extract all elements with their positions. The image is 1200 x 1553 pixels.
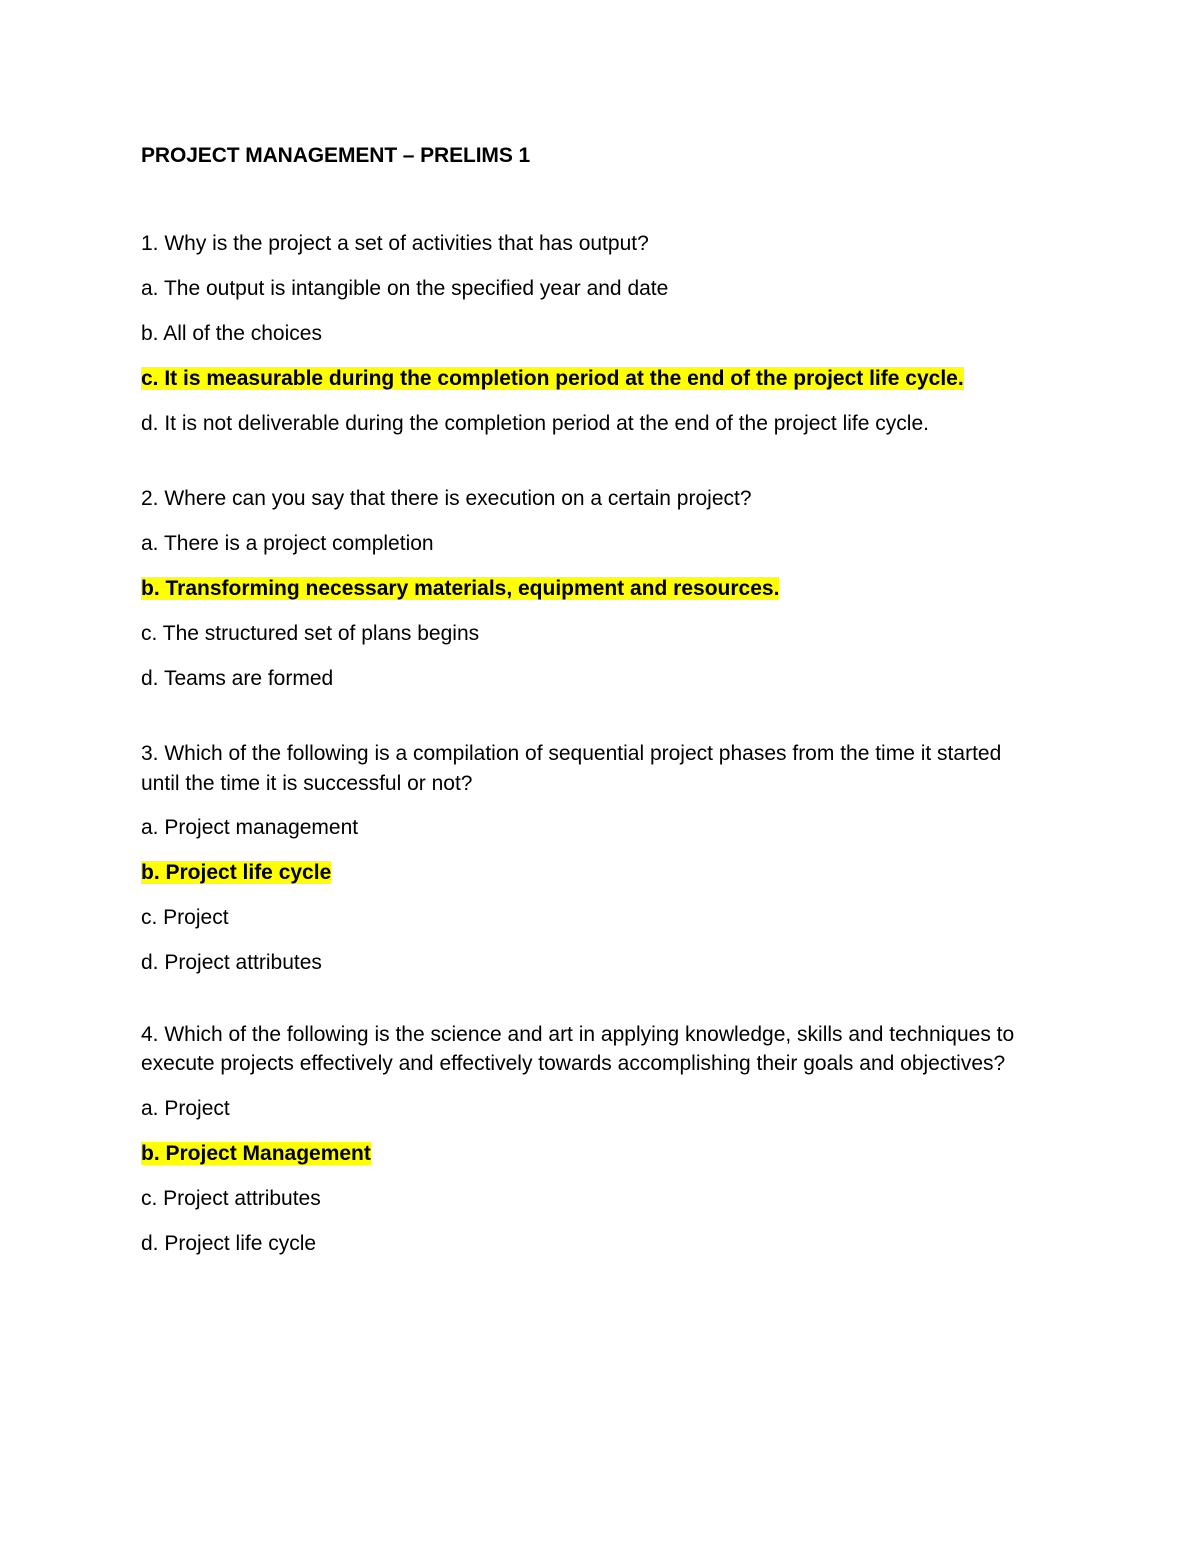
option-a: a. There is a project completion [141,531,434,555]
question-4 [141,1020,1041,1259]
document-page [141,141,1041,1304]
option-d: d. Project attributes [141,951,322,974]
option-c: c. Project attributes [141,1186,321,1210]
question-2 [141,484,1041,693]
option-d: d. Project life cycle [141,1231,317,1255]
question-text: 4. Which of the following is the science and art in applying knowledge, skills and techniques to execute projects effectively and effectively towards accomplishing their goals and objectives? [141,1022,1015,1075]
option-a: a. Project management [141,816,359,839]
option-c: c. The structured set of plans begins [141,621,480,645]
option-b-correct-answer: b. Project Management [141,1141,371,1165]
option-b: b. All of the choices [141,321,322,345]
option-a: a. The output is intangible on the specified year and date [141,276,669,300]
document-title: PROJECT MANAGEMENT – PRELIMS 1 [141,144,531,167]
option-d: d. Teams are formed [141,666,334,690]
question-text: 2. Where can you say that there is execution on a certain project? [141,487,752,510]
option-d: d. It is not deliverable during the completion period at the end of the project life cycle. [141,411,929,435]
option-c: c. Project [141,906,229,929]
option-b-correct-answer: b. Project life cycle [141,861,332,884]
question-text: 1. Why is the project a set of activities that has output? [141,232,649,255]
question-3 [141,739,1041,978]
option-a: a. Project [141,1096,230,1120]
question-text: 3. Which of the following is a compilation of sequential project phases from the time it started until the time it is successful or not? [141,742,1002,795]
option-c-correct-answer: c. It is measurable during the completion period at the end of the project life cycle. [141,366,964,390]
question-1 [141,229,1041,438]
option-b-correct-answer: b. Transforming necessary materials, equipment and resources. [141,576,780,600]
